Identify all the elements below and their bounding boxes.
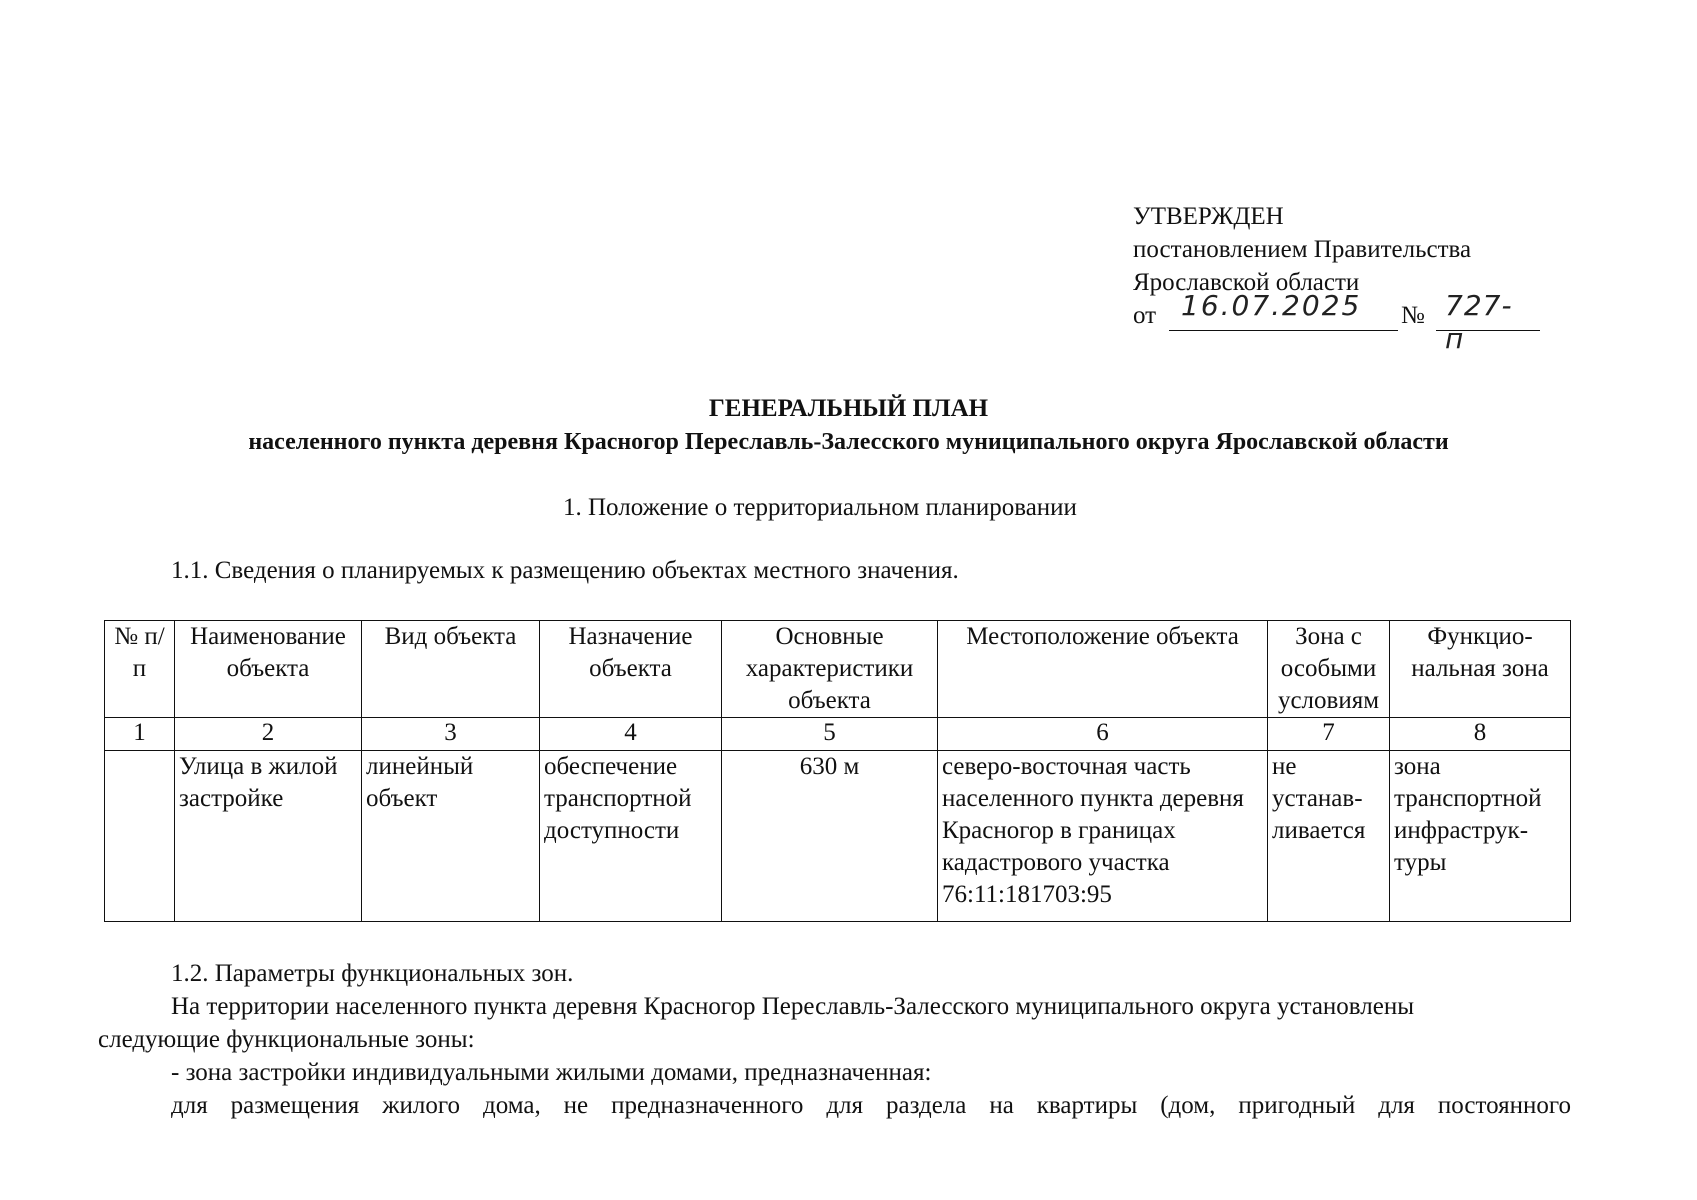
paragraph-intro: На территории населенного пункта деревня Красногор Переславль-Залесского муниципального округа установлены [171,993,1415,1020]
approval-date-number-row [1133,289,1513,355]
row-number-cell [105,751,175,922]
paragraph-zone-description: для размещения жилого дома, не предназначенного для раздела на квартиры (дом, пригодный для постоянного [171,1092,1571,1119]
column-number-cell: 4 [540,718,722,751]
table-header-row [105,621,1571,718]
handwritten-date: 16.07.2025 [1181,289,1362,322]
functional-zone-cell: зона транспортной инфраструк-туры [1390,751,1571,922]
header-cell: Функцио-нальная зона [1390,621,1571,718]
document-title: ГЕНЕРАЛЬНЫЙ ПЛАН [708,395,989,422]
column-number-cell: 5 [722,718,938,751]
object-characteristics-cell: 630 м [722,751,938,922]
approval-region: Ярославской области [1133,269,1360,296]
column-number-cell: 1 [105,718,175,751]
object-location-cell: северо-восточная часть населенного пункта деревня Красногор в границах кадастрового участка 76:11:181703:95 [938,751,1268,922]
object-purpose-cell: обеспечение транспортной доступности [540,751,722,922]
column-number-cell: 2 [175,718,362,751]
date-underline [1169,330,1398,331]
approval-decree: постановлением Правительства [1133,236,1472,263]
paragraph-functional-zones-heading: 1.2. Параметры функциональных зон. [171,960,574,987]
objects-table [104,620,1571,922]
column-number-cell: 8 [1390,718,1571,751]
column-number-cell: 3 [362,718,540,751]
number-label: № [1401,302,1425,329]
date-label: от [1133,302,1157,329]
table-row [105,751,1571,922]
special-zone-cell: не устанав-ливается [1268,751,1390,922]
header-cell: Вид объекта [362,621,540,718]
column-number-cell: 7 [1268,718,1390,751]
header-cell: Наименование объекта [175,621,362,718]
handwritten-number: 727-п [1445,289,1513,355]
header-cell: Местоположение объекта [938,621,1268,718]
paragraph-intro-continued: следующие функциональные зоны: [98,1026,475,1053]
paragraph-zone-item: - зона застройки индивидуальными жилыми домами, предназначенная: [171,1059,932,1086]
document-subtitle: населенного пункта деревня Красногор Переславль-Залесского муниципального округа Ярославской области [248,429,1449,455]
header-cell: Зона с особыми условиям [1268,621,1390,718]
object-name-cell: Улица в жилой застройке [175,751,362,922]
header-cell: Основные характеристики объекта [722,621,938,718]
column-number-cell: 6 [938,718,1268,751]
table-column-number-row [105,718,1571,751]
subsection-heading: 1.1. Сведения о планируемых к размещению объектах местного значения. [171,557,959,584]
header-cell: Назначение объекта [540,621,722,718]
approval-heading: УТВЕРЖДЕН [1133,203,1284,230]
section-heading: 1. Положение о территориальном планировании [563,494,1077,521]
approval-block [1133,200,1513,355]
object-type-cell: линейный объект [362,751,540,922]
header-cell: № п/п [105,621,175,718]
